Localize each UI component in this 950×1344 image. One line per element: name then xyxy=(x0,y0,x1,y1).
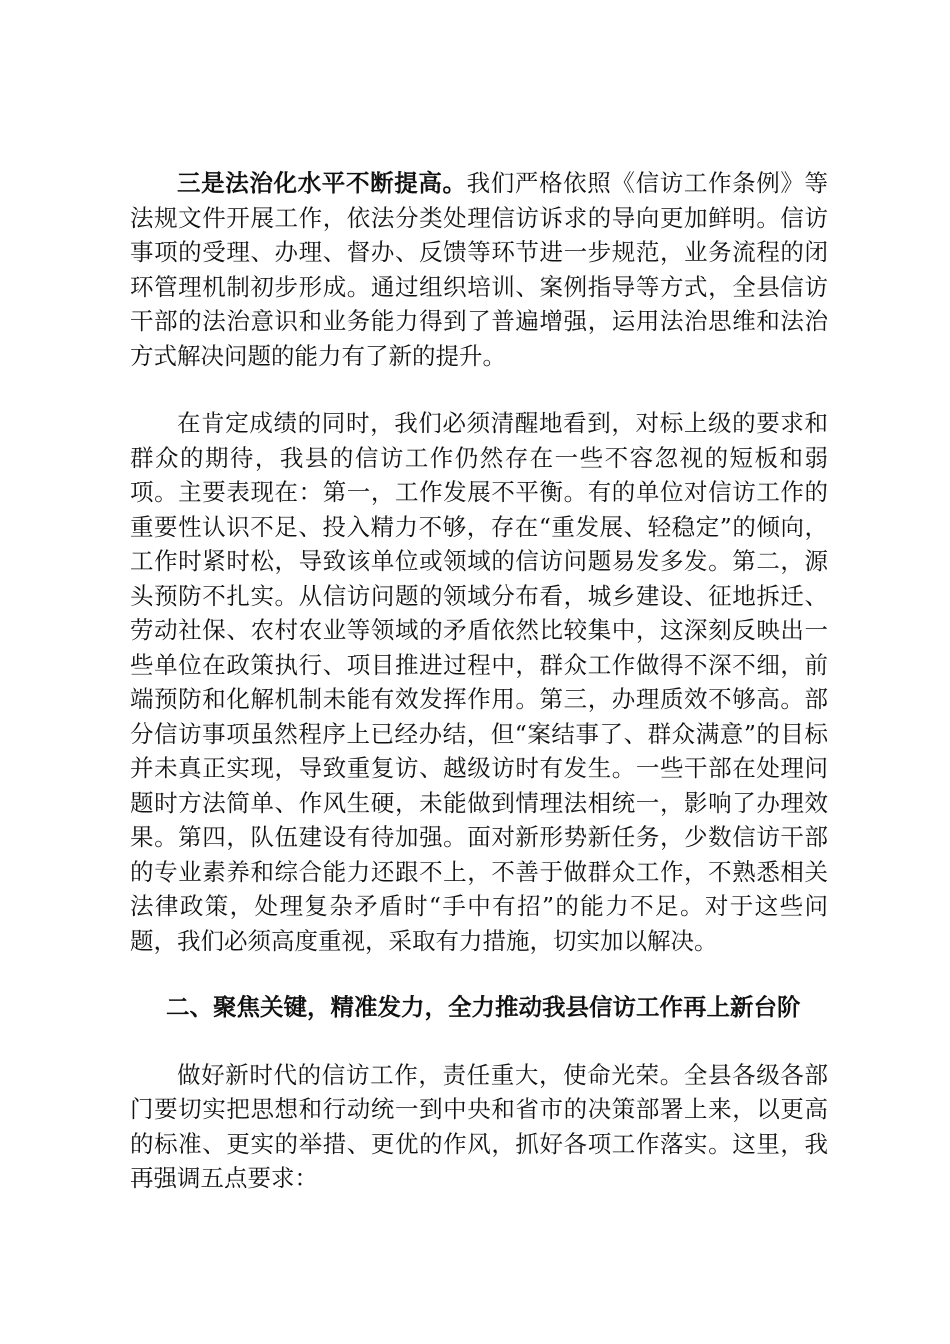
paragraph-requirements-intro: 做好新时代的信访工作，责任重大，使命光荣。全县各级各部门要切实把思想和行动统一到中央和省市的决策部署上来，以更高的标准、更实的举措、更优的作风，抓好各项工作落实。这里，我再强调五点要求： xyxy=(130,1060,828,1192)
section-heading: 二、聚焦关键，精准发力，全力推动我县信访工作再上新台阶 xyxy=(166,993,801,1021)
document-body xyxy=(130,166,828,1196)
paragraph-text: 我们严格依照《信访工作条例》等法规文件开展工作，依法分类处理信访诉求的导向更加鲜明。信访事项的受理、办理、督办、反馈等环节进一步规范，业务流程的闭环管理机制初步形成。通过组织培训、案例指导等方式，全县信访干部的法治意识和业务能力得到了普遍增强，运用法治思维和法治方式解决问题的能力有了新的提升。 xyxy=(130,169,829,370)
paragraph-shortcomings: 在肯定成绩的同时，我们必须清醒地看到，对标上级的要求和群众的期待，我县的信访工作仍然存在一些不容忽视的短板和弱项。主要表现在：第一，工作发展不平衡。有的单位对信访工作的重要性认识不足、投入精力不够，存在“重发展、轻稳定”的倾向，工作时紧时松，导致该单位或领域的信访问题易发多发。第二，源头预防不扎实。从信访问题的领域分布看，城乡建设、征地拆迁、劳动社保、农村农业等领域的矛盾依然比较集中，这深刻反映出一些单位在政策执行、项目推进过程中，群众工作做得不深不细，前端预防和化解机制未能有效发挥作用。第三，办理质效不够高。部分信访事项虽然程序上已经办结，但“案结事了、群众满意”的目标并未真正实现，导致重复访、越级访时有发生。一些干部在处理问题时方法简单、作风生硬，未能做到情理法相统一，影响了办理效果。第四，队伍建设有待加强。面对新形势新任务，少数信访干部的专业素养和综合能力还跟不上，不善于做群众工作，不熟悉相关法律政策，处理复杂矛盾时“手中有招”的能力不足。对于这些问题，我们必须高度重视，采取有力措施，切实加以解决。 xyxy=(130,409,828,955)
paragraph-lead-phrase: 三是法治化水平不断提高。 xyxy=(177,169,467,197)
paragraph-rule-of-law xyxy=(130,166,828,373)
